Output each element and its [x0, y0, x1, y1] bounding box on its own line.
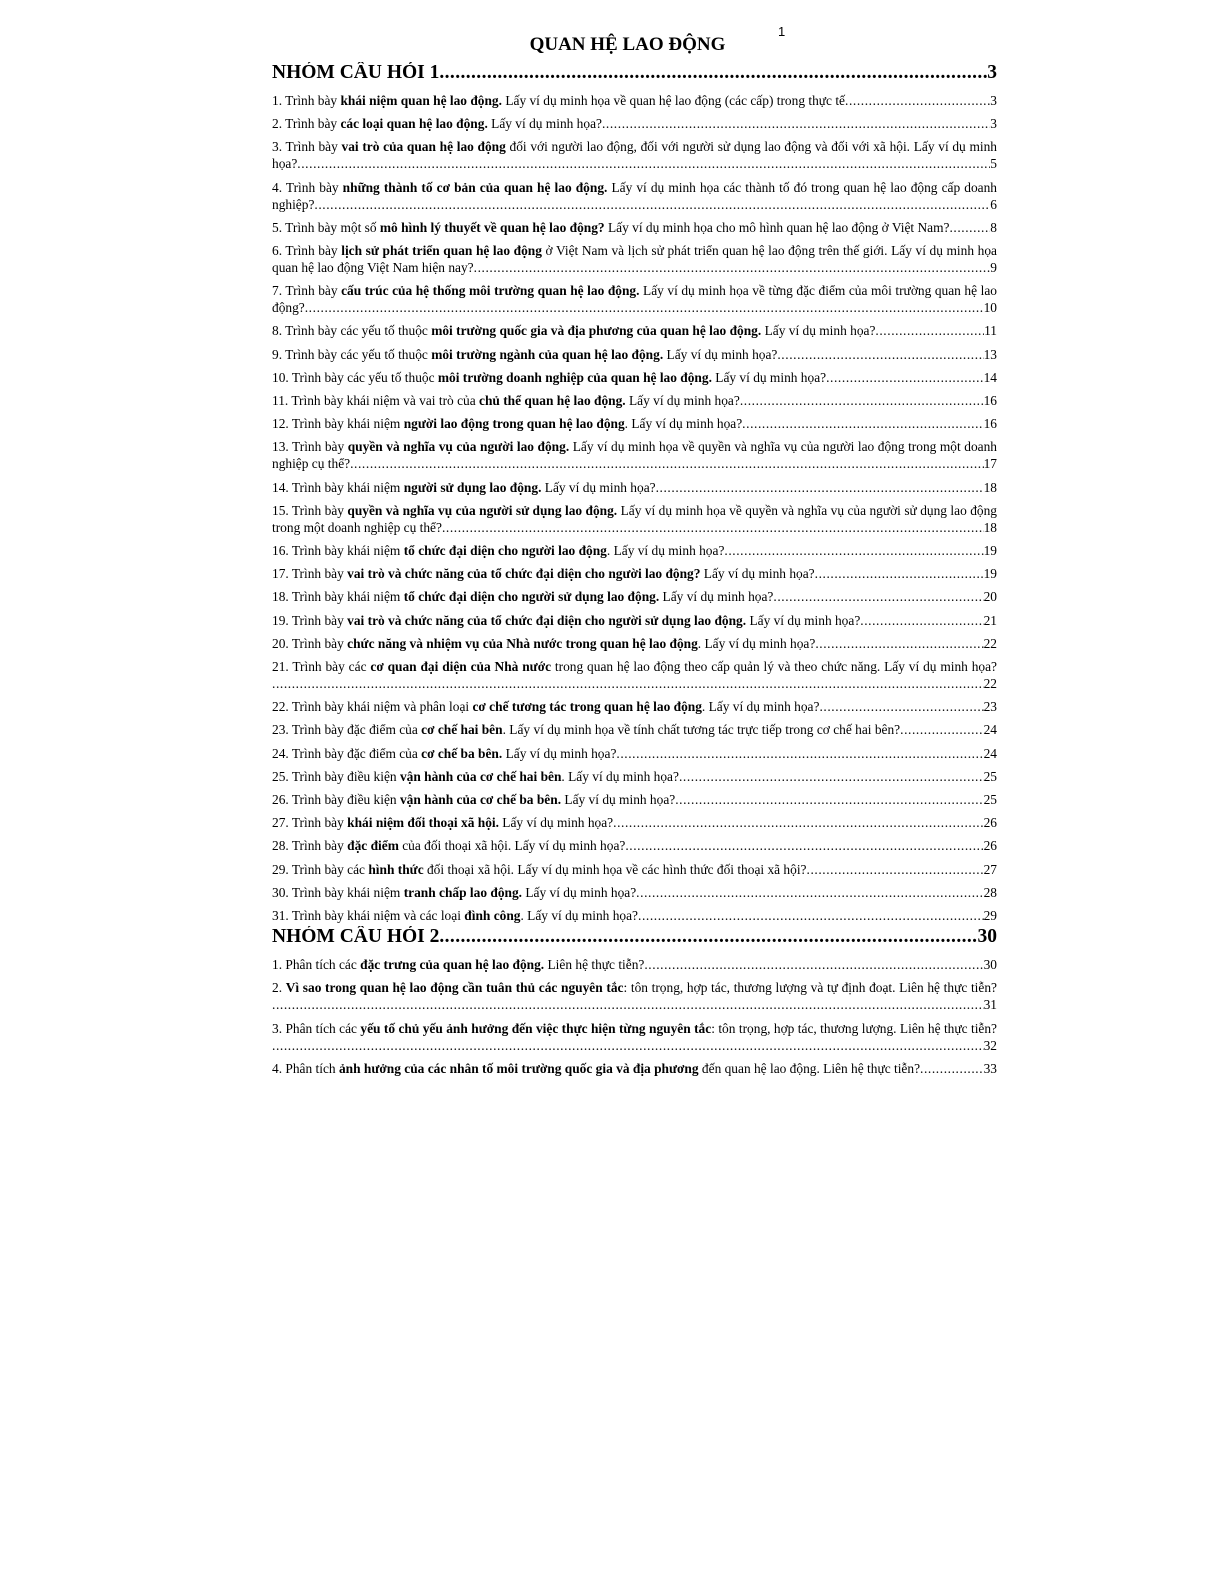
- entry-text: 16. Trình bày khái niệm: [272, 543, 404, 558]
- toc-entry[interactable]: [272, 502, 997, 536]
- entry-page-number: 28: [983, 884, 997, 900]
- entry-keyword: khái niệm quan hệ lao động.: [340, 93, 502, 108]
- toc-entry[interactable]: [272, 242, 997, 276]
- entry-keyword: Vì sao trong quan hệ lao động cần tuân thủ các nguyên tắc: [285, 980, 624, 996]
- entry-text: 28. Trình bày: [272, 838, 348, 854]
- entry-page-number: 3: [987, 62, 997, 83]
- entry-page-number: 27: [983, 861, 997, 877]
- dot-leader: [638, 907, 984, 924]
- entry-page-number: 31: [983, 997, 997, 1013]
- toc-entry[interactable]: [272, 907, 997, 924]
- entry-text: 4. Phân tích: [272, 1060, 339, 1076]
- entry-page-number: 3: [990, 93, 997, 108]
- entry-text: Lấy ví dụ minh họa cho mô hình quan hệ lao động ở Việt Nam?: [604, 219, 950, 235]
- entry-page-number: 13: [983, 346, 997, 362]
- entry-page-number: 17: [983, 456, 997, 472]
- entry-keyword: vai trò và chức năng của tổ chức đại diện cho người sử dụng lao động.: [347, 612, 747, 628]
- entry-keyword: người lao động trong quan hệ lao động: [403, 416, 625, 432]
- dot-leader: [875, 322, 984, 339]
- toc-entry[interactable]: [272, 588, 997, 605]
- dot-leader: [442, 519, 984, 536]
- entry-text: 19. Trình bày: [272, 612, 348, 628]
- entry-keyword: ảnh hưởng của các nhân tố môi trường quốc gia và địa phương: [338, 1060, 699, 1076]
- entry-text: Lấy ví dụ minh họa?: [522, 884, 637, 900]
- entry-page-number: 3: [990, 116, 997, 132]
- entry-page-number: 14: [983, 369, 997, 385]
- toc-entry[interactable]: [272, 884, 997, 901]
- entry-text: Lấy ví dụ minh họa về quyền và nghĩa vụ của người lao động trong một doanh: [569, 439, 997, 455]
- toc-entry[interactable]: [272, 979, 997, 1013]
- entry-keyword: tổ chức đại diện cho người sử dụng lao động.: [403, 589, 660, 605]
- entry-text: đối với người lao động, đối với người sử dụng lao động và đối với xã hội. Lấy ví dụ minh: [505, 139, 997, 155]
- entry-text: Lấy ví dụ minh họa?: [711, 369, 827, 385]
- entry-text: 17. Trình bày: [272, 566, 348, 582]
- entry-text: 10. Trình bày các yếu tố thuộc: [272, 369, 438, 385]
- toc-entry[interactable]: [272, 115, 997, 132]
- entry-text: trong quan hệ lao động theo cấp quản lý và theo chức năng. Lấy ví dụ minh họa?: [551, 659, 997, 674]
- entry-keyword: các loại quan hệ lao động.: [340, 116, 488, 132]
- dot-leader: [656, 479, 984, 496]
- entry-text: 26. Trình bày điều kiện: [272, 792, 400, 807]
- entry-page-number: 30: [977, 926, 997, 948]
- toc-entry[interactable]: [272, 1020, 997, 1054]
- toc-entry[interactable]: [272, 282, 997, 316]
- entry-text: đến quan hệ lao động. Liên hệ thực tiễn?: [698, 1060, 921, 1076]
- entry-text: 24. Trình bày đặc điểm của: [272, 745, 422, 761]
- entry-text: 2. Trình bày: [272, 116, 341, 132]
- entry-text: 30. Trình bày khái niệm: [272, 884, 404, 900]
- toc-entry[interactable]: [272, 861, 997, 878]
- toc-entry[interactable]: [272, 635, 997, 652]
- entry-text: Liên hệ thực tiễn?: [544, 957, 645, 973]
- toc-entry[interactable]: [272, 219, 997, 236]
- dot-leader: [314, 196, 990, 213]
- entry-text: 6. Trình bày: [272, 243, 342, 258]
- entry-text: 31. Trình bày khái niệm và các loại: [272, 908, 465, 923]
- entry-text: 22. Trình bày khái niệm và phân loại: [272, 699, 473, 715]
- entry-text: : tôn trọng, hợp tác, thương lượng. Liên hệ thực tiễn?: [711, 1020, 998, 1036]
- dot-leader: [742, 415, 983, 432]
- entry-page-number: 22: [983, 635, 997, 651]
- entry-text: 27. Trình bày: [272, 815, 348, 831]
- toc-entry[interactable]: [272, 698, 997, 715]
- entry-page-number: 20: [983, 589, 997, 605]
- document-title: QUAN HỆ LAO ĐỘNG: [529, 34, 726, 55]
- dot-leader: [920, 1060, 984, 1077]
- dot-leader: [474, 259, 991, 276]
- entry-text: 29. Trình bày các: [272, 861, 369, 877]
- entry-keyword: người sử dụng lao động.: [403, 479, 542, 495]
- toc-entry[interactable]: [272, 814, 997, 831]
- entry-page-number: 29: [983, 908, 997, 923]
- entry-keyword: tranh chấp lao động.: [403, 884, 522, 900]
- entry-text: Lấy ví dụ minh họa?: [746, 612, 861, 628]
- entry-text: 9. Trình bày các yếu tố thuộc: [272, 346, 432, 362]
- toc-entry[interactable]: [272, 392, 997, 409]
- dot-leader: [613, 814, 983, 831]
- entry-text: : tôn trọng, hợp tác, thương lượng và tự định đoạt. Liên hệ thực tiễn?: [623, 980, 997, 996]
- entry-keyword: đặc trưng của quan hệ lao động.: [360, 957, 545, 973]
- entry-text: Lấy ví dụ minh họa?: [625, 393, 740, 408]
- entry-page-number: 8: [990, 219, 997, 235]
- entry-text: động?: [272, 300, 305, 316]
- dot-leader: [350, 455, 984, 472]
- entry-page-number: 5: [990, 156, 997, 172]
- toc-entry[interactable]: [272, 415, 997, 432]
- entry-page-number: 24: [983, 745, 997, 761]
- entry-keyword: quyền và nghĩa vụ của người sử dụng lao động.: [347, 502, 618, 518]
- entry-text: 12. Trình bày khái niệm: [272, 416, 404, 432]
- entry-text: Lấy ví dụ minh họa?: [541, 479, 656, 495]
- dot-leader: [860, 612, 983, 629]
- entry-text: trong một doanh nghiệp cụ thể?: [272, 519, 442, 535]
- dot-leader: [675, 791, 983, 808]
- entry-page-number: 26: [983, 815, 997, 831]
- dot-leader: [439, 62, 987, 84]
- entry-page-number: 25: [983, 768, 997, 784]
- dot-leader: [625, 837, 983, 854]
- toc-entry[interactable]: [272, 322, 997, 339]
- entry-text: 21. Trình bày các: [272, 659, 371, 674]
- entry-page-number: 21: [983, 612, 997, 628]
- dot-leader: [773, 588, 983, 605]
- toc-entry[interactable]: [272, 542, 997, 559]
- entry-text: 1. Trình bày: [272, 93, 341, 108]
- entry-text: Lấy ví dụ minh họa?: [659, 589, 774, 605]
- dot-leader: [815, 635, 983, 652]
- dot-leader: [679, 768, 984, 785]
- entry-text: Lấy ví dụ minh họa?: [487, 116, 602, 132]
- entry-keyword: khái niệm đối thoại xã hội.: [347, 815, 499, 831]
- entry-text: 3. Trình bày: [272, 139, 342, 155]
- entry-text: 2.: [272, 980, 286, 996]
- entry-text: 13. Trình bày: [272, 439, 348, 455]
- entry-text: ở Việt Nam và lịch sử phát triển quan hệ lao động trên thế giới. Lấy ví dụ minh họa: [541, 243, 997, 258]
- entry-keyword: đình công: [464, 908, 521, 923]
- toc-entry[interactable]: [272, 179, 997, 213]
- entry-text: . Lấy ví dụ minh họa?: [624, 416, 743, 432]
- entry-text: . Lấy ví dụ minh họa?: [701, 699, 820, 715]
- entry-page-number: 24: [983, 722, 997, 738]
- entry-text: 14. Trình bày khái niệm: [272, 479, 404, 495]
- page-number: 1: [778, 24, 786, 39]
- toc-entry[interactable]: [272, 138, 997, 172]
- entry-keyword: vận hành của cơ chế ba bên.: [399, 792, 562, 807]
- entry-text: 25. Trình bày điều kiện: [272, 768, 400, 784]
- entry-text: quan hệ lao động Việt Nam hiện nay?: [272, 260, 474, 275]
- dot-leader: [845, 92, 990, 109]
- dot-leader: [644, 956, 983, 973]
- dot-leader: [819, 698, 983, 715]
- dot-leader: [602, 115, 990, 132]
- entry-page-number: 6: [990, 196, 997, 212]
- entry-text: . Lấy ví dụ minh họa?: [520, 908, 638, 923]
- entry-text: 18. Trình bày khái niệm: [272, 589, 404, 605]
- entry-text: Lấy ví dụ minh họa?: [502, 745, 617, 761]
- dot-leader: [439, 926, 977, 948]
- entry-text: . Lấy ví dụ minh họa về tính chất tương tác trực tiếp trong cơ chế hai bên?: [502, 722, 901, 738]
- dot-leader: [949, 219, 990, 236]
- entry-page-number: 32: [983, 1037, 997, 1053]
- entry-text: Lấy ví dụ minh họa về quan hệ lao động (các cấp) trong thực tế: [501, 93, 845, 108]
- entry-text: 1. Phân tích các: [272, 957, 361, 973]
- entry-keyword: môi trường doanh nghiệp của quan hệ lao động.: [437, 369, 712, 385]
- entry-text: 3. Phân tích các: [272, 1020, 361, 1036]
- entry-keyword: đặc điểm: [347, 838, 399, 854]
- entry-text: họa?: [272, 156, 298, 172]
- entry-keyword: cơ chế tương tác trong quan hệ lao động: [472, 699, 702, 715]
- entry-page-number: 19: [983, 566, 997, 582]
- toc-entry[interactable]: [272, 92, 997, 109]
- entry-page-number: 33: [983, 1060, 997, 1076]
- entry-keyword: quyền và nghĩa vụ của người lao động.: [347, 439, 570, 455]
- group-heading[interactable]: NHÓM CÂU HỎI 1 ..... 3: [272, 62, 997, 84]
- entry-page-number: 11: [984, 323, 997, 339]
- entry-text: 5. Trình bày một số: [272, 219, 380, 235]
- entry-text: 4. Trình bày: [272, 179, 343, 195]
- entry-page-number: 25: [983, 792, 997, 807]
- entry-keyword: chức năng và nhiệm vụ của Nhà nước trong quan hệ lao động: [347, 635, 698, 651]
- dot-leader: [616, 745, 983, 762]
- entry-text: 23. Trình bày đặc điểm của: [272, 722, 422, 738]
- entry-keyword: lịch sử phát triển quan hệ lao động: [341, 243, 542, 258]
- entry-keyword: hình thức: [368, 861, 424, 877]
- dot-leader: [272, 1037, 984, 1054]
- entry-keyword: mô hình lý thuyết về quan hệ lao động?: [379, 219, 605, 235]
- toc-entry[interactable]: [272, 479, 997, 496]
- entry-text: Lấy ví dụ minh họa?: [498, 815, 614, 831]
- entry-keyword: cấu trúc của hệ thống môi trường quan hệ lao động.: [341, 283, 640, 299]
- entry-page-number: 23: [983, 699, 997, 715]
- dot-leader: [777, 346, 983, 363]
- toc-entry[interactable]: [272, 346, 997, 363]
- entry-keyword: vai trò của quan hệ lao động: [341, 139, 506, 155]
- entry-text: Lấy ví dụ minh họa?: [663, 346, 778, 362]
- entry-keyword: cơ chế hai bên: [421, 722, 503, 738]
- toc-entry[interactable]: [272, 369, 997, 386]
- entry-keyword: cơ chế ba bên.: [421, 745, 503, 761]
- entry-text: nghiệp cụ thể?: [272, 456, 351, 472]
- entry-text: Lấy ví dụ minh họa?: [700, 566, 815, 582]
- entry-text: . Lấy ví dụ minh họa?: [697, 635, 816, 651]
- entry-text: 8. Trình bày các yếu tố thuộc: [272, 323, 432, 339]
- entry-page-number: 30: [983, 957, 997, 973]
- entry-keyword: môi trường quốc gia và địa phương của quan hệ lao động.: [431, 323, 762, 339]
- entry-keyword: những thành tố cơ bản của quan hệ lao động.: [342, 179, 608, 195]
- entry-page-number: 10: [983, 300, 997, 316]
- dot-leader: [636, 884, 983, 901]
- toc-entry[interactable]: [272, 768, 997, 785]
- dot-leader: [272, 996, 984, 1013]
- entry-keyword: vận hành của cơ chế hai bên: [399, 768, 562, 784]
- dot-leader: [815, 565, 984, 582]
- toc-entry[interactable]: [272, 837, 997, 854]
- entry-page-number: 9: [990, 260, 997, 275]
- toc-entry[interactable]: [272, 1060, 997, 1077]
- entry-text: của đối thoại xã hội. Lấy ví dụ minh họa?: [398, 838, 626, 854]
- toc-entry[interactable]: [272, 791, 997, 808]
- toc-entry[interactable]: [272, 721, 997, 738]
- dot-leader: [900, 721, 983, 738]
- entry-keyword: vai trò và chức năng của tổ chức đại diện cho người lao động?: [347, 566, 701, 582]
- toc-entry[interactable]: [272, 658, 997, 692]
- entry-keyword: chủ thể quan hệ lao động.: [479, 393, 626, 408]
- entry-text: . Lấy ví dụ minh họa?: [606, 543, 725, 558]
- entry-text: Lấy ví dụ minh họa về quyền và nghĩa vụ của người sử dụng lao động: [617, 502, 997, 518]
- group-heading[interactable]: NHÓM CÂU HỎI 2 ..... 30: [272, 926, 997, 948]
- dot-leader: [272, 675, 984, 692]
- dot-leader: [740, 392, 984, 409]
- toc-entry[interactable]: [272, 565, 997, 582]
- dot-leader: [305, 299, 984, 316]
- entry-text: 7. Trình bày: [272, 283, 342, 299]
- entry-keyword: môi trường ngành của quan hệ lao động.: [431, 346, 664, 362]
- toc-entry[interactable]: [272, 745, 997, 762]
- entry-page-number: 22: [983, 676, 997, 691]
- entry-page-number: 19: [983, 543, 997, 558]
- entry-text: Lấy ví dụ minh họa?: [761, 323, 876, 339]
- entry-text: 20. Trình bày: [272, 635, 348, 651]
- entry-text: Lấy ví dụ minh họa các thành tố đó trong quan hệ lao động cấp doanh: [607, 179, 997, 195]
- entry-page-number: 16: [983, 416, 997, 432]
- entry-text: . Lấy ví dụ minh họa?: [561, 768, 679, 784]
- entry-text: nghiệp?: [272, 196, 315, 212]
- dot-leader: [807, 861, 984, 878]
- toc-entry[interactable]: [272, 612, 997, 629]
- toc-entry[interactable]: [272, 438, 997, 472]
- entry-text: Lấy ví dụ minh họa về từng đặc điểm của môi trường quan hệ lao: [639, 283, 997, 299]
- entry-page-number: 18: [983, 519, 997, 535]
- dot-leader: [724, 542, 983, 559]
- entry-text: đối thoại xã hội. Lấy ví dụ minh họa về các hình thức đối thoại xã hội?: [423, 861, 807, 877]
- entry-page-number: 26: [983, 838, 997, 854]
- entry-keyword: tổ chức đại diện cho người lao động: [403, 543, 607, 558]
- entry-text: Lấy ví dụ minh họa?: [561, 792, 676, 807]
- entry-keyword: yếu tố chủ yếu ảnh hưởng đến việc thực hiện từng nguyên tắc: [360, 1020, 712, 1036]
- entry-text: 15. Trình bày: [272, 502, 348, 518]
- dot-leader: [826, 369, 984, 386]
- entry-keyword: cơ quan đại diện của Nhà nước: [370, 659, 552, 674]
- entry-page-number: 16: [983, 393, 997, 408]
- dot-leader: [297, 155, 990, 172]
- entry-page-number: 18: [983, 479, 997, 495]
- entry-text: 11. Trình bày khái niệm và vai trò của: [272, 393, 480, 408]
- toc-entry[interactable]: [272, 956, 997, 973]
